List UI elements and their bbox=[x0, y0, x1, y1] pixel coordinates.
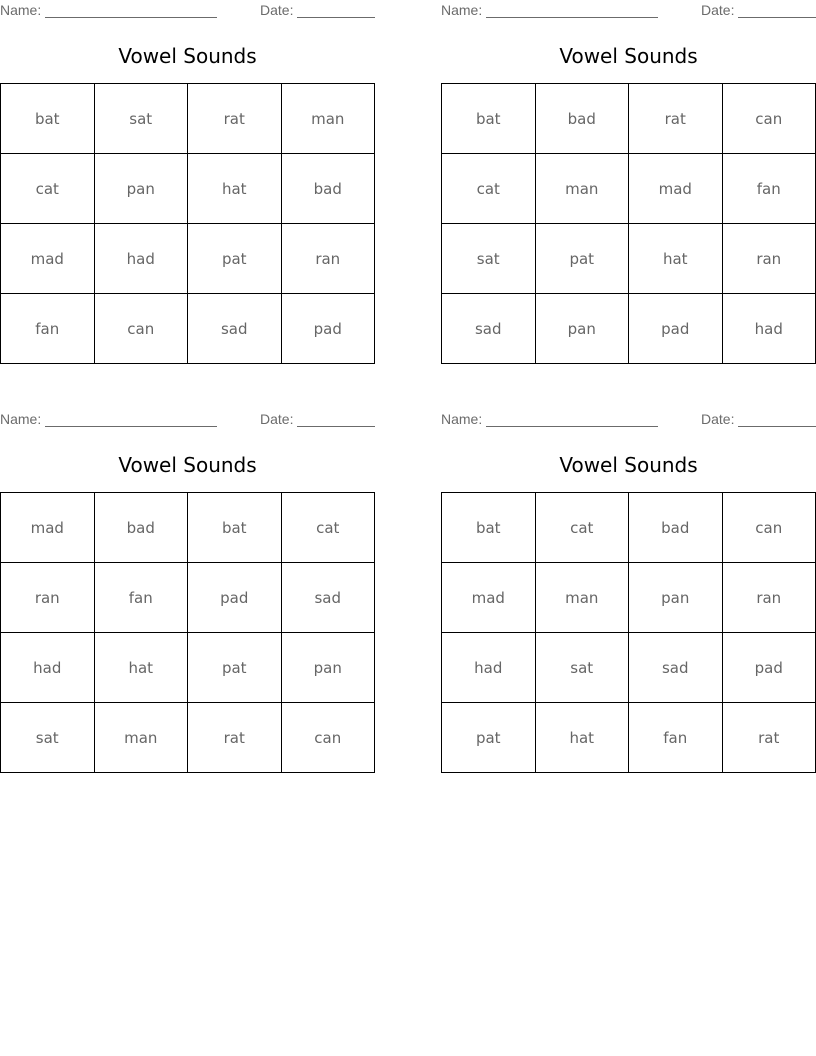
word-cell: can bbox=[722, 84, 816, 154]
word-cell: pat bbox=[535, 224, 629, 294]
word-cell: ran bbox=[281, 224, 375, 294]
date-label: Date: bbox=[701, 411, 735, 427]
name-blank-line bbox=[45, 17, 217, 18]
word-cell: rat bbox=[722, 703, 816, 773]
bingo-card-3 bbox=[0, 409, 375, 774]
word-cell: fan bbox=[94, 563, 188, 633]
card-title: Vowel Sounds bbox=[118, 44, 257, 68]
word-cell: pad bbox=[188, 563, 282, 633]
word-cell: ran bbox=[722, 224, 816, 294]
word-cell: ran bbox=[722, 563, 816, 633]
word-cell: pan bbox=[535, 294, 629, 364]
word-cell: had bbox=[722, 294, 816, 364]
word-cell: bat bbox=[188, 493, 282, 563]
word-cell: can bbox=[722, 493, 816, 563]
card-header bbox=[0, 411, 375, 429]
word-cell: fan bbox=[1, 294, 95, 364]
word-cell: man bbox=[535, 154, 629, 224]
name-label: Name: bbox=[0, 411, 42, 427]
grid-row bbox=[1, 84, 375, 154]
word-cell: had bbox=[442, 633, 536, 703]
word-cell: bat bbox=[442, 84, 536, 154]
word-cell: bad bbox=[535, 84, 629, 154]
name-label: Name: bbox=[441, 2, 483, 18]
word-cell: sat bbox=[94, 84, 188, 154]
name-blank-line bbox=[486, 426, 658, 427]
word-cell: sat bbox=[1, 703, 95, 773]
word-cell: pan bbox=[281, 633, 375, 703]
word-cell: sad bbox=[281, 563, 375, 633]
word-cell: sat bbox=[535, 633, 629, 703]
word-cell: man bbox=[94, 703, 188, 773]
grid-row bbox=[1, 294, 375, 364]
word-cell: cat bbox=[281, 493, 375, 563]
word-grid bbox=[441, 83, 816, 364]
word-cell: fan bbox=[629, 703, 723, 773]
word-cell: mad bbox=[1, 224, 95, 294]
word-cell: hat bbox=[535, 703, 629, 773]
word-cell: cat bbox=[442, 154, 536, 224]
word-cell: cat bbox=[1, 154, 95, 224]
bingo-card-2 bbox=[441, 0, 816, 365]
date-label: Date: bbox=[260, 2, 294, 18]
word-cell: pat bbox=[442, 703, 536, 773]
date-blank-line bbox=[738, 426, 816, 427]
date-label: Date: bbox=[701, 2, 735, 18]
word-cell: had bbox=[94, 224, 188, 294]
grid-row bbox=[442, 154, 816, 224]
word-cell: mad bbox=[442, 563, 536, 633]
grid-row bbox=[442, 493, 816, 563]
grid-row bbox=[442, 703, 816, 773]
grid-row bbox=[1, 493, 375, 563]
word-cell: hat bbox=[629, 224, 723, 294]
grid-row bbox=[442, 633, 816, 703]
word-cell: can bbox=[94, 294, 188, 364]
card-header bbox=[441, 411, 816, 429]
date-blank-line bbox=[297, 426, 375, 427]
word-cell: pan bbox=[629, 563, 723, 633]
word-cell: fan bbox=[722, 154, 816, 224]
word-cell: rat bbox=[188, 703, 282, 773]
grid-row bbox=[442, 84, 816, 154]
word-cell: sad bbox=[629, 633, 723, 703]
bingo-card-4 bbox=[441, 409, 816, 774]
name-label: Name: bbox=[0, 2, 42, 18]
grid-row bbox=[442, 563, 816, 633]
word-cell: bat bbox=[1, 84, 95, 154]
grid-row bbox=[1, 633, 375, 703]
word-cell: had bbox=[1, 633, 95, 703]
word-cell: can bbox=[281, 703, 375, 773]
word-cell: man bbox=[535, 563, 629, 633]
word-cell: bad bbox=[629, 493, 723, 563]
word-cell: ran bbox=[1, 563, 95, 633]
word-cell: bat bbox=[442, 493, 536, 563]
date-label: Date: bbox=[260, 411, 294, 427]
word-cell: sad bbox=[442, 294, 536, 364]
date-blank-line bbox=[297, 17, 375, 18]
card-header bbox=[441, 2, 816, 20]
word-grid bbox=[0, 83, 375, 364]
word-cell: sad bbox=[188, 294, 282, 364]
card-title: Vowel Sounds bbox=[559, 453, 698, 477]
word-cell: pat bbox=[188, 224, 282, 294]
word-cell: pad bbox=[281, 294, 375, 364]
word-cell: bad bbox=[94, 493, 188, 563]
grid-row bbox=[442, 224, 816, 294]
word-cell: pan bbox=[94, 154, 188, 224]
word-cell: hat bbox=[94, 633, 188, 703]
word-cell: mad bbox=[629, 154, 723, 224]
word-cell: sat bbox=[442, 224, 536, 294]
word-grid bbox=[441, 492, 816, 773]
word-cell: pad bbox=[722, 633, 816, 703]
word-cell: cat bbox=[535, 493, 629, 563]
word-grid bbox=[0, 492, 375, 773]
word-cell: rat bbox=[629, 84, 723, 154]
name-label: Name: bbox=[441, 411, 483, 427]
word-cell: man bbox=[281, 84, 375, 154]
word-cell: pat bbox=[188, 633, 282, 703]
card-title: Vowel Sounds bbox=[559, 44, 698, 68]
word-cell: rat bbox=[188, 84, 282, 154]
grid-row bbox=[1, 224, 375, 294]
bingo-card-1 bbox=[0, 0, 375, 365]
name-blank-line bbox=[486, 17, 658, 18]
name-blank-line bbox=[45, 426, 217, 427]
date-blank-line bbox=[738, 17, 816, 18]
grid-row bbox=[442, 294, 816, 364]
word-cell: hat bbox=[188, 154, 282, 224]
grid-row bbox=[1, 154, 375, 224]
word-cell: mad bbox=[1, 493, 95, 563]
word-cell: pad bbox=[629, 294, 723, 364]
grid-row bbox=[1, 703, 375, 773]
word-cell: bad bbox=[281, 154, 375, 224]
grid-row bbox=[1, 563, 375, 633]
card-title: Vowel Sounds bbox=[118, 453, 257, 477]
card-header bbox=[0, 2, 375, 20]
